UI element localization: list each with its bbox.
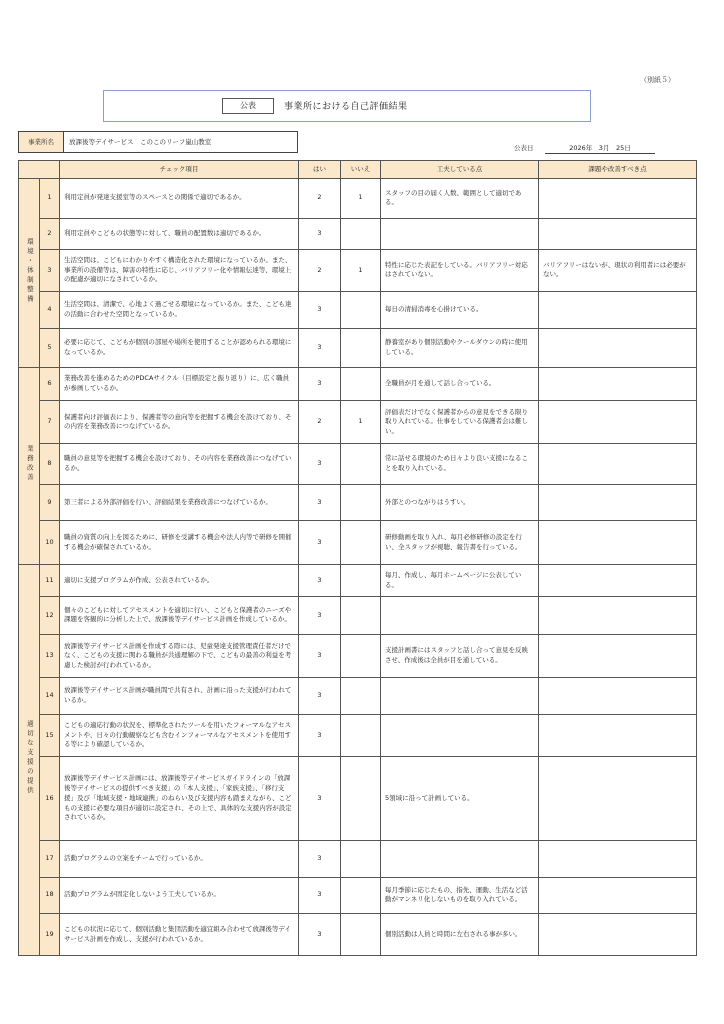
no-count: 1 [341, 401, 381, 444]
effort-cell: 個別活動は人員と時間に左右される事が多い。 [381, 914, 539, 956]
no-count: 1 [341, 179, 381, 219]
issue-cell [539, 291, 697, 329]
issue-cell [539, 565, 697, 596]
yes-count: 3 [299, 218, 341, 249]
no-count [341, 596, 381, 635]
check-item: 活動プログラムが固定化しないよう工夫しているか。 [60, 877, 299, 914]
yes-count: 3 [299, 521, 341, 565]
row-number: 8 [40, 444, 60, 485]
header-blank [19, 161, 60, 179]
yes-count: 3 [299, 368, 341, 401]
table-row [19, 484, 697, 521]
effort-cell: 外部とのつながりはうすい。 [381, 484, 539, 521]
issue-cell [539, 877, 697, 914]
header-effort: 工夫している点 [381, 161, 539, 179]
effort-cell [381, 678, 539, 715]
check-item: 生活空間は、こどもにわかりやすく構造化された環境になっているか。また、事業所の設備等は、障害の特性に応じ、バリアフリー化や情報伝達等、環境上の配慮が適切になされているか。 [60, 250, 299, 292]
yes-count: 3 [299, 714, 341, 757]
issue-cell [539, 596, 697, 635]
row-number: 9 [40, 484, 60, 521]
row-number: 7 [40, 401, 60, 444]
table-row [19, 757, 697, 841]
yes-count: 3 [299, 329, 341, 368]
row-number: 15 [40, 714, 60, 757]
row-number: 3 [40, 250, 60, 292]
header-row [19, 161, 697, 179]
yes-count: 3 [299, 596, 341, 635]
no-count [341, 635, 381, 678]
no-count [341, 291, 381, 329]
header-no: いいえ [341, 161, 381, 179]
yes-count: 3 [299, 635, 341, 678]
yes-count: 3 [299, 565, 341, 596]
effort-cell: 研修動画を取り入れ、毎月必修研修の設定を行い、全スタッフが視聴、報告書を行っている。 [381, 521, 539, 565]
office-name: 放課後等デイサービス このこのリーフ嵐山教室 [69, 138, 212, 146]
effort-cell: 常に話せる環境のため日々より良い支援になることを取り入れている。 [381, 444, 539, 485]
page-title: 事業所における自己評価結果 [284, 102, 408, 112]
yes-count: 3 [299, 877, 341, 914]
public-tag: 公表 [222, 98, 274, 114]
row-number: 10 [40, 521, 60, 565]
issue-cell [539, 444, 697, 485]
no-count [341, 484, 381, 521]
category-label: 適切な支援の提供 [25, 720, 34, 797]
issue-cell [539, 678, 697, 715]
category-cell [19, 179, 40, 368]
yes-count: 3 [299, 757, 341, 841]
category-label: 業務改善 [25, 445, 34, 484]
no-count [341, 521, 381, 565]
issue-cell [539, 521, 697, 565]
table-row [19, 179, 697, 219]
check-item: 必要に応じて、こどもが個別の部屋や場所を使用することが認められる環境になっているか。 [60, 329, 299, 368]
row-number: 11 [40, 565, 60, 596]
no-count [341, 368, 381, 401]
category-label: 環境・体制整備 [25, 237, 34, 305]
office-row [18, 131, 298, 153]
table-row [19, 250, 697, 292]
table-row [19, 841, 697, 878]
row-number: 18 [40, 877, 60, 914]
check-item: 職員の資質の向上を図るために、研修を受講する機会や法人内等で研修を開催する機会が確保されているか。 [60, 521, 299, 565]
table-row [19, 444, 697, 485]
check-item: 職員の意見等を把握する機会を設けており、その内容を業務改善につなげているか。 [60, 444, 299, 485]
no-count [341, 757, 381, 841]
yes-count: 2 [299, 401, 341, 444]
effort-cell [381, 596, 539, 635]
yes-count: 3 [299, 444, 341, 485]
yes-count: 2 [299, 179, 341, 219]
header-issue: 課題や改善すべき点 [539, 161, 697, 179]
row-number: 13 [40, 635, 60, 678]
table-row [19, 714, 697, 757]
no-count [341, 329, 381, 368]
row-number: 17 [40, 841, 60, 878]
effort-cell: スタッフの目の届く人数、範囲として適切である。 [381, 179, 539, 219]
publish-date: 2026年 3月 25日 [545, 143, 655, 154]
yes-count: 3 [299, 291, 341, 329]
yes-count: 3 [299, 484, 341, 521]
no-count [341, 565, 381, 596]
row-number: 5 [40, 329, 60, 368]
yes-count: 3 [299, 914, 341, 956]
row-number: 2 [40, 218, 60, 249]
no-count [341, 218, 381, 249]
issue-cell [539, 329, 697, 368]
issue-cell [539, 714, 697, 757]
effort-cell: 全職員が月を通して話し合っている。 [381, 368, 539, 401]
issue-cell [539, 484, 697, 521]
issue-cell [539, 914, 697, 956]
category-cell [19, 565, 40, 956]
row-number: 4 [40, 291, 60, 329]
publish-date-label: 公表日 [514, 144, 534, 152]
issue-cell [539, 218, 697, 249]
check-item: 第三者による外部評価を行い、評価結果を業務改善につなげているか。 [60, 484, 299, 521]
no-count [341, 877, 381, 914]
issue-cell: バリアフリーはないが、現状の利用者には必要がない。 [539, 250, 697, 292]
table-row [19, 291, 697, 329]
check-item: 活動プログラムの立案をチームで行っているか。 [60, 841, 299, 878]
yes-count: 2 [299, 250, 341, 292]
issue-cell [539, 757, 697, 841]
table-row [19, 596, 697, 635]
check-item: 放課後等デイサービス計画を作成する際には、児童発達支援管理責任者だけでなく、こどもの支援に関わる職員が共通理解の下で、こどもの最善の利益を考慮した検討が行われているか。 [60, 635, 299, 678]
row-number: 14 [40, 678, 60, 715]
effort-cell: 支援計画書にはスタッフと話し合って意見を反映させ、作成後は全員が目を通している。 [381, 635, 539, 678]
table-row [19, 635, 697, 678]
header-yes: はい [299, 161, 341, 179]
table-row [19, 678, 697, 715]
no-count [341, 444, 381, 485]
office-label: 事業所名 [19, 132, 64, 152]
check-item: 利用定員が発達支援室等のスペースとの関係で適切であるか。 [60, 179, 299, 219]
table-row [19, 218, 697, 249]
check-item: こどもの状況に応じて、個別活動と集団活動を適宜組み合わせて放課後等デイサービス計画を作成し、支援が行われているか。 [60, 914, 299, 956]
yes-count: 3 [299, 841, 341, 878]
check-item: 保護者向け評価表により、保護者等の意向等を把握する機会を設けており、その内容を業務改善につなげているか。 [60, 401, 299, 444]
category-cell [19, 368, 40, 565]
check-item: 利用定員やこどもの状態等に対して、職員の配置数は適切であるか。 [60, 218, 299, 249]
check-item: 業務改善を進めるためのPDCAサイクル（目標設定と振り返り）に、広く職員が参画しているか。 [60, 368, 299, 401]
check-item: 放課後等デイサービス計画には、放課後等デイサービスガイドラインの「放課後等デイサービスの提供すべき支援」の「本人支援」、「家族支援」、「移行支援」及び「地域支援・地域連携」のねらい及び支援内容も踏まえながら、こどもの支援に必要な項目が適切に設定され、その上で、具体的な支援内容が設定されているか。 [60, 757, 299, 841]
effort-cell: 毎月、作成し、毎月ホームページに公表している。 [381, 565, 539, 596]
check-item: こどもの適応行動の状況を、標準化されたツールを用いたフォーマルなアセスメントや、日々の行動観察なども含むインフォーマルなアセスメントを使用する等により確認しているか。 [60, 714, 299, 757]
issue-cell [539, 841, 697, 878]
table-row [19, 914, 697, 956]
check-item: 適切に支援プログラムが作成、公表されているか。 [60, 565, 299, 596]
check-item: 個々のこどもに対してアセスメントを適切に行い、こどもと保護者のニーズや課題を客観的に分析した上で、放課後等デイサービス計画を作成しているか。 [60, 596, 299, 635]
check-item: 放課後等デイサービス計画が職員間で共有され、計画に沿った支援が行われているか。 [60, 678, 299, 715]
issue-cell [539, 401, 697, 444]
title-box [103, 90, 591, 122]
no-count: 1 [341, 250, 381, 292]
no-count [341, 714, 381, 757]
table-row [19, 329, 697, 368]
yes-count: 3 [299, 678, 341, 715]
row-number: 19 [40, 914, 60, 956]
effort-cell [381, 841, 539, 878]
no-count [341, 914, 381, 956]
reference-number: （別紙５） [640, 76, 675, 84]
table-row [19, 401, 697, 444]
effort-cell [381, 714, 539, 757]
issue-cell [539, 179, 697, 219]
table-row [19, 565, 697, 596]
evaluation-table [18, 160, 697, 956]
table-row [19, 877, 697, 914]
row-number: 1 [40, 179, 60, 219]
table-row [19, 521, 697, 565]
no-count [341, 841, 381, 878]
effort-cell: 5領域に沿って計画している。 [381, 757, 539, 841]
no-count [341, 678, 381, 715]
check-item: 生活空間は、清潔で、心地よく過ごせる環境になっているか。また、こども達の活動に合わせた空間となっているか。 [60, 291, 299, 329]
issue-cell [539, 368, 697, 401]
row-number: 6 [40, 368, 60, 401]
row-number: 12 [40, 596, 60, 635]
effort-cell: 評価表だけでなく保護者からの意見をできる限り取り入れている。仕事をしている保護者会は難しい。 [381, 401, 539, 444]
table-row [19, 368, 697, 401]
effort-cell: 毎月季節に応じたもの、指先、運動、生活など活動がマンネリ化しないものを取り入れている。 [381, 877, 539, 914]
header-check-item: チェック項目 [60, 161, 299, 179]
row-number: 16 [40, 757, 60, 841]
effort-cell [381, 218, 539, 249]
effort-cell: 毎日の清掃消毒を心掛けている。 [381, 291, 539, 329]
effort-cell: 特性に応じた表記をしている。バリアフリー対応はされていない。 [381, 250, 539, 292]
issue-cell [539, 635, 697, 678]
effort-cell: 静養室があり個別活動やクールダウンの時に使用している。 [381, 329, 539, 368]
